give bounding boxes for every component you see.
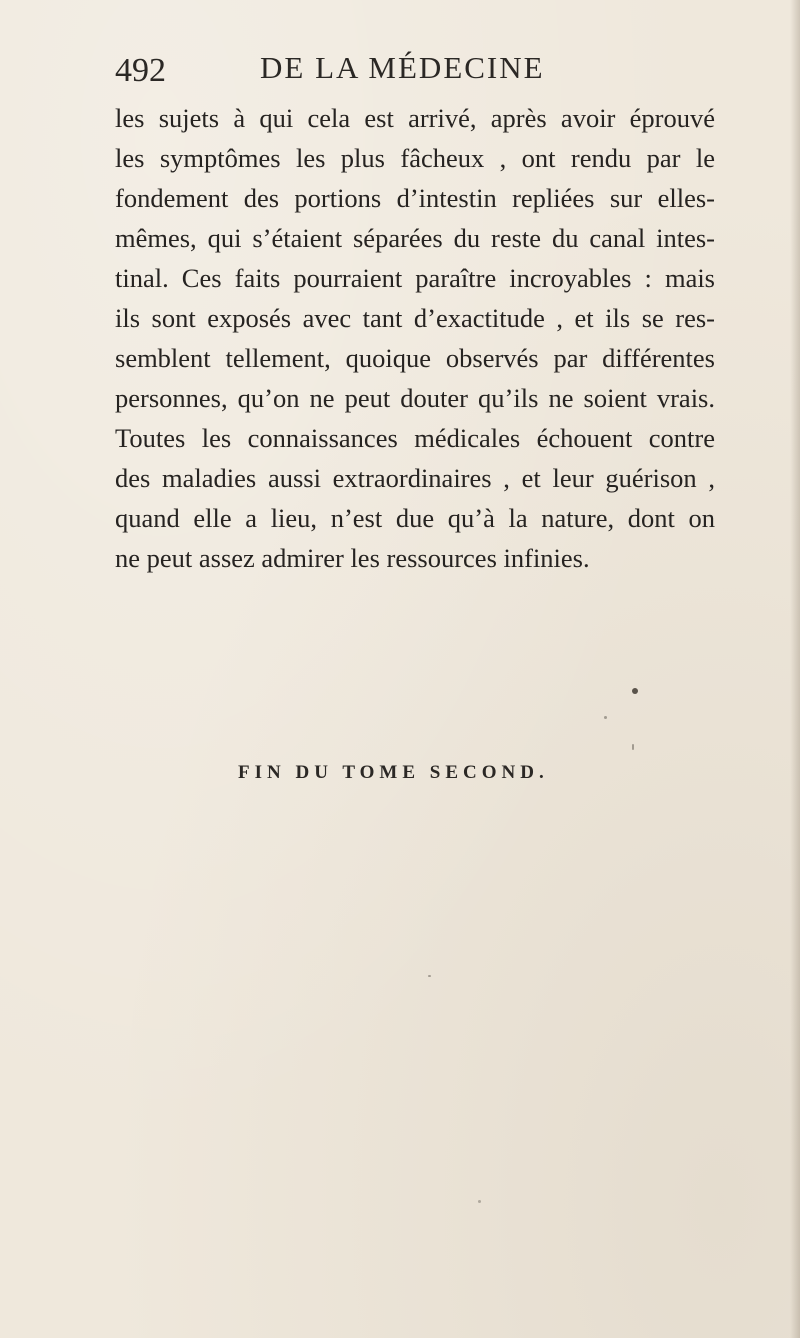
body-paragraph: [115, 98, 715, 578]
text-line: fondement des portions d’intestin repliées sur elles-: [115, 183, 715, 213]
text-line: semblent tellement, quoique observés par différentes: [115, 343, 715, 373]
paper-speck: [632, 744, 634, 750]
text-line: des maladies aussi extraordinaires , et leur guérison ,: [115, 463, 715, 493]
page-edge-shadow: [790, 0, 800, 1338]
text-line: ils sont exposés avec tant d’exactitude , et ils se res-: [115, 303, 715, 333]
paper-speck: [632, 688, 638, 694]
running-head: [115, 44, 715, 94]
text-line: ne peut assez admirer les ressources infinies.: [115, 543, 590, 573]
paper-speck: [604, 716, 607, 719]
page-number: 492: [115, 52, 166, 89]
text-line: quand elle a lieu, n’est due qu’à la nature, dont on: [115, 503, 715, 533]
text-line: mêmes, qui s’étaient séparées du reste du canal intes-: [115, 223, 715, 253]
text-line: Toutes les connaissances médicales échouent contre: [115, 423, 715, 453]
text-line: tinal. Ces faits pourraient paraître incroyables : mais: [115, 263, 715, 293]
text-line: les sujets à qui cela est arrivé, après avoir éprouvé: [115, 103, 715, 133]
text-line: les symptômes les plus fâcheux , ont rendu par le: [115, 143, 715, 173]
running-title: DE LA MÉDECINE: [260, 50, 545, 85]
paper-speck: [478, 1200, 481, 1203]
paper-speck: [428, 975, 431, 977]
end-of-volume-colophon: FIN DU TOME SECOND.: [238, 762, 549, 783]
text-line: personnes, qu’on ne peut douter qu’ils ne soient vrais.: [115, 383, 715, 413]
